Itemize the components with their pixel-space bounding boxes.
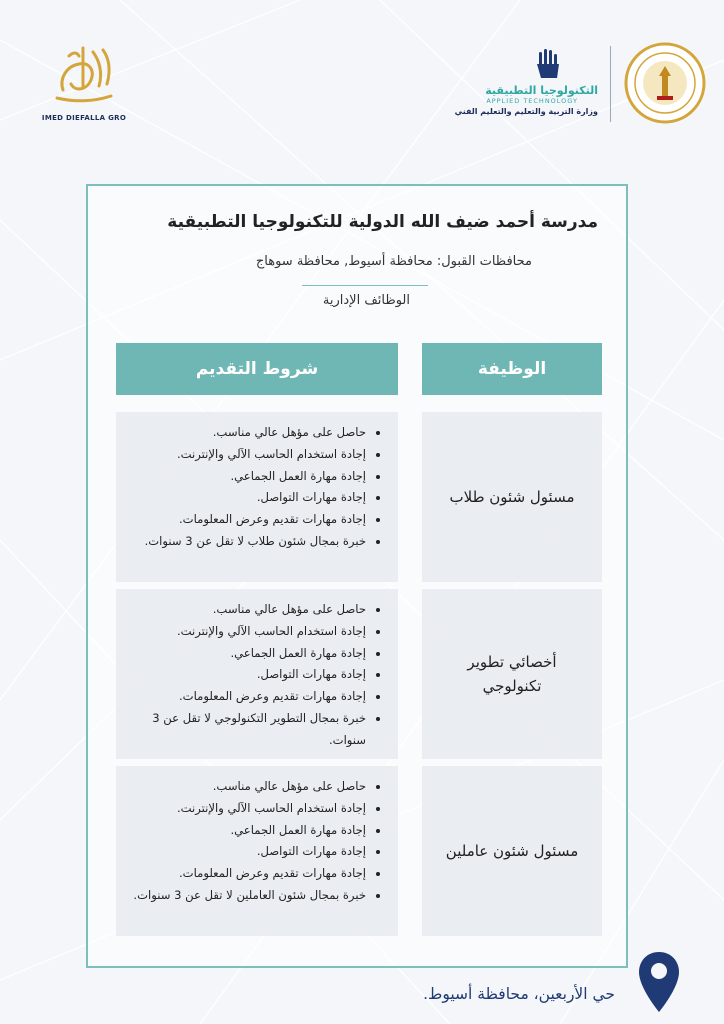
- requirement-item: • إجادة مهارات تقديم وعرض المعلومات.: [124, 863, 366, 885]
- job-cell: مسئول شئون طلاب: [422, 412, 602, 582]
- hand-logo-icon: [533, 48, 563, 82]
- requirement-item: • إجادة مهارات تقديم وعرض المعلومات.: [124, 509, 366, 531]
- requirement-item: • إجادة مهارة العمل الجماعي.: [124, 466, 366, 488]
- requirement-item: • إجادة مهارات التواصل.: [124, 487, 366, 509]
- job-cell: مسئول شئون عاملين: [422, 766, 602, 936]
- requirements-cell: [116, 412, 398, 582]
- title-divider: [302, 285, 428, 286]
- school-logo: [40, 40, 128, 130]
- map-pin-icon: [636, 950, 682, 1014]
- requirement-item: • إجادة مهارات تقديم وعرض المعلومات.: [124, 686, 366, 708]
- header-job: الوظيفة: [422, 343, 602, 395]
- requirements-list: [124, 599, 384, 752]
- requirement-item: • إجادة مهارة العمل الجماعي.: [124, 820, 366, 842]
- requirement-item: • إجادة مهارة العمل الجماعي.: [124, 643, 366, 665]
- requirement-item: • إجادة استخدام الحاسب الآلي والإنترنت.: [124, 444, 366, 466]
- requirement-item: • خبرة بمجال شئون العاملين لا تقل عن 3 سنوات.: [124, 885, 366, 907]
- requirement-item: • حاصل على مؤهل عالي مناسب.: [124, 776, 366, 798]
- requirement-item: • إجادة مهارات التواصل.: [124, 841, 366, 863]
- ministry-logos: [416, 40, 706, 130]
- requirements-list: [124, 422, 384, 553]
- job-cell: أخصائي تطوير تكنولوجي: [422, 589, 602, 759]
- header-requirements: شروط التقديم: [116, 343, 398, 395]
- requirement-item: • إجادة مهارات التواصل.: [124, 664, 366, 686]
- requirement-item: • حاصل على مؤهل عالي مناسب.: [124, 599, 366, 621]
- governorates-text: محافظات القبول: محافظة أسيوط, محافظة سوهاج: [255, 254, 532, 269]
- requirement-item: • إجادة استخدام الحاسب الآلي والإنترنت.: [124, 798, 366, 820]
- requirements-list: [124, 776, 384, 907]
- brand-english: APPLIED TECHNOLOGY: [486, 97, 578, 105]
- logo-caption: IMED DIEFALLA GRO: [41, 114, 127, 122]
- requirement-item: • حاصل على مؤهل عالي مناسب.: [124, 422, 366, 444]
- requirement-item: • إجادة استخدام الحاسب الآلي والإنترنت.: [124, 621, 366, 643]
- applied-technology-brand: [418, 48, 598, 118]
- calligraphy-logo-icon: [49, 40, 119, 106]
- brand-arabic: التكنولوجيا التطبيقية: [485, 84, 598, 97]
- logo-divider: [610, 46, 611, 122]
- page-title: مدرسة أحمد ضيف الله الدولية للتكنولوجيا التطبيقية: [167, 212, 598, 232]
- requirements-cell: [116, 766, 398, 936]
- requirement-item: • خبرة بمجال شئون طلاب لا تقل عن 3 سنوات.: [124, 531, 366, 553]
- footer-address: حي الأربعين، محافظة أسيوط.: [423, 985, 615, 1003]
- ministry-name: وزارة التربية والتعليم والتعليم الفني: [454, 107, 598, 116]
- section-title: الوظائف الإدارية: [322, 293, 410, 308]
- ministry-seal-icon: [624, 42, 706, 124]
- requirement-item: • خبرة بمجال التطوير التكنولوجي لا تقل عن 3 سنوات.: [124, 708, 366, 752]
- requirements-cell: [116, 589, 398, 759]
